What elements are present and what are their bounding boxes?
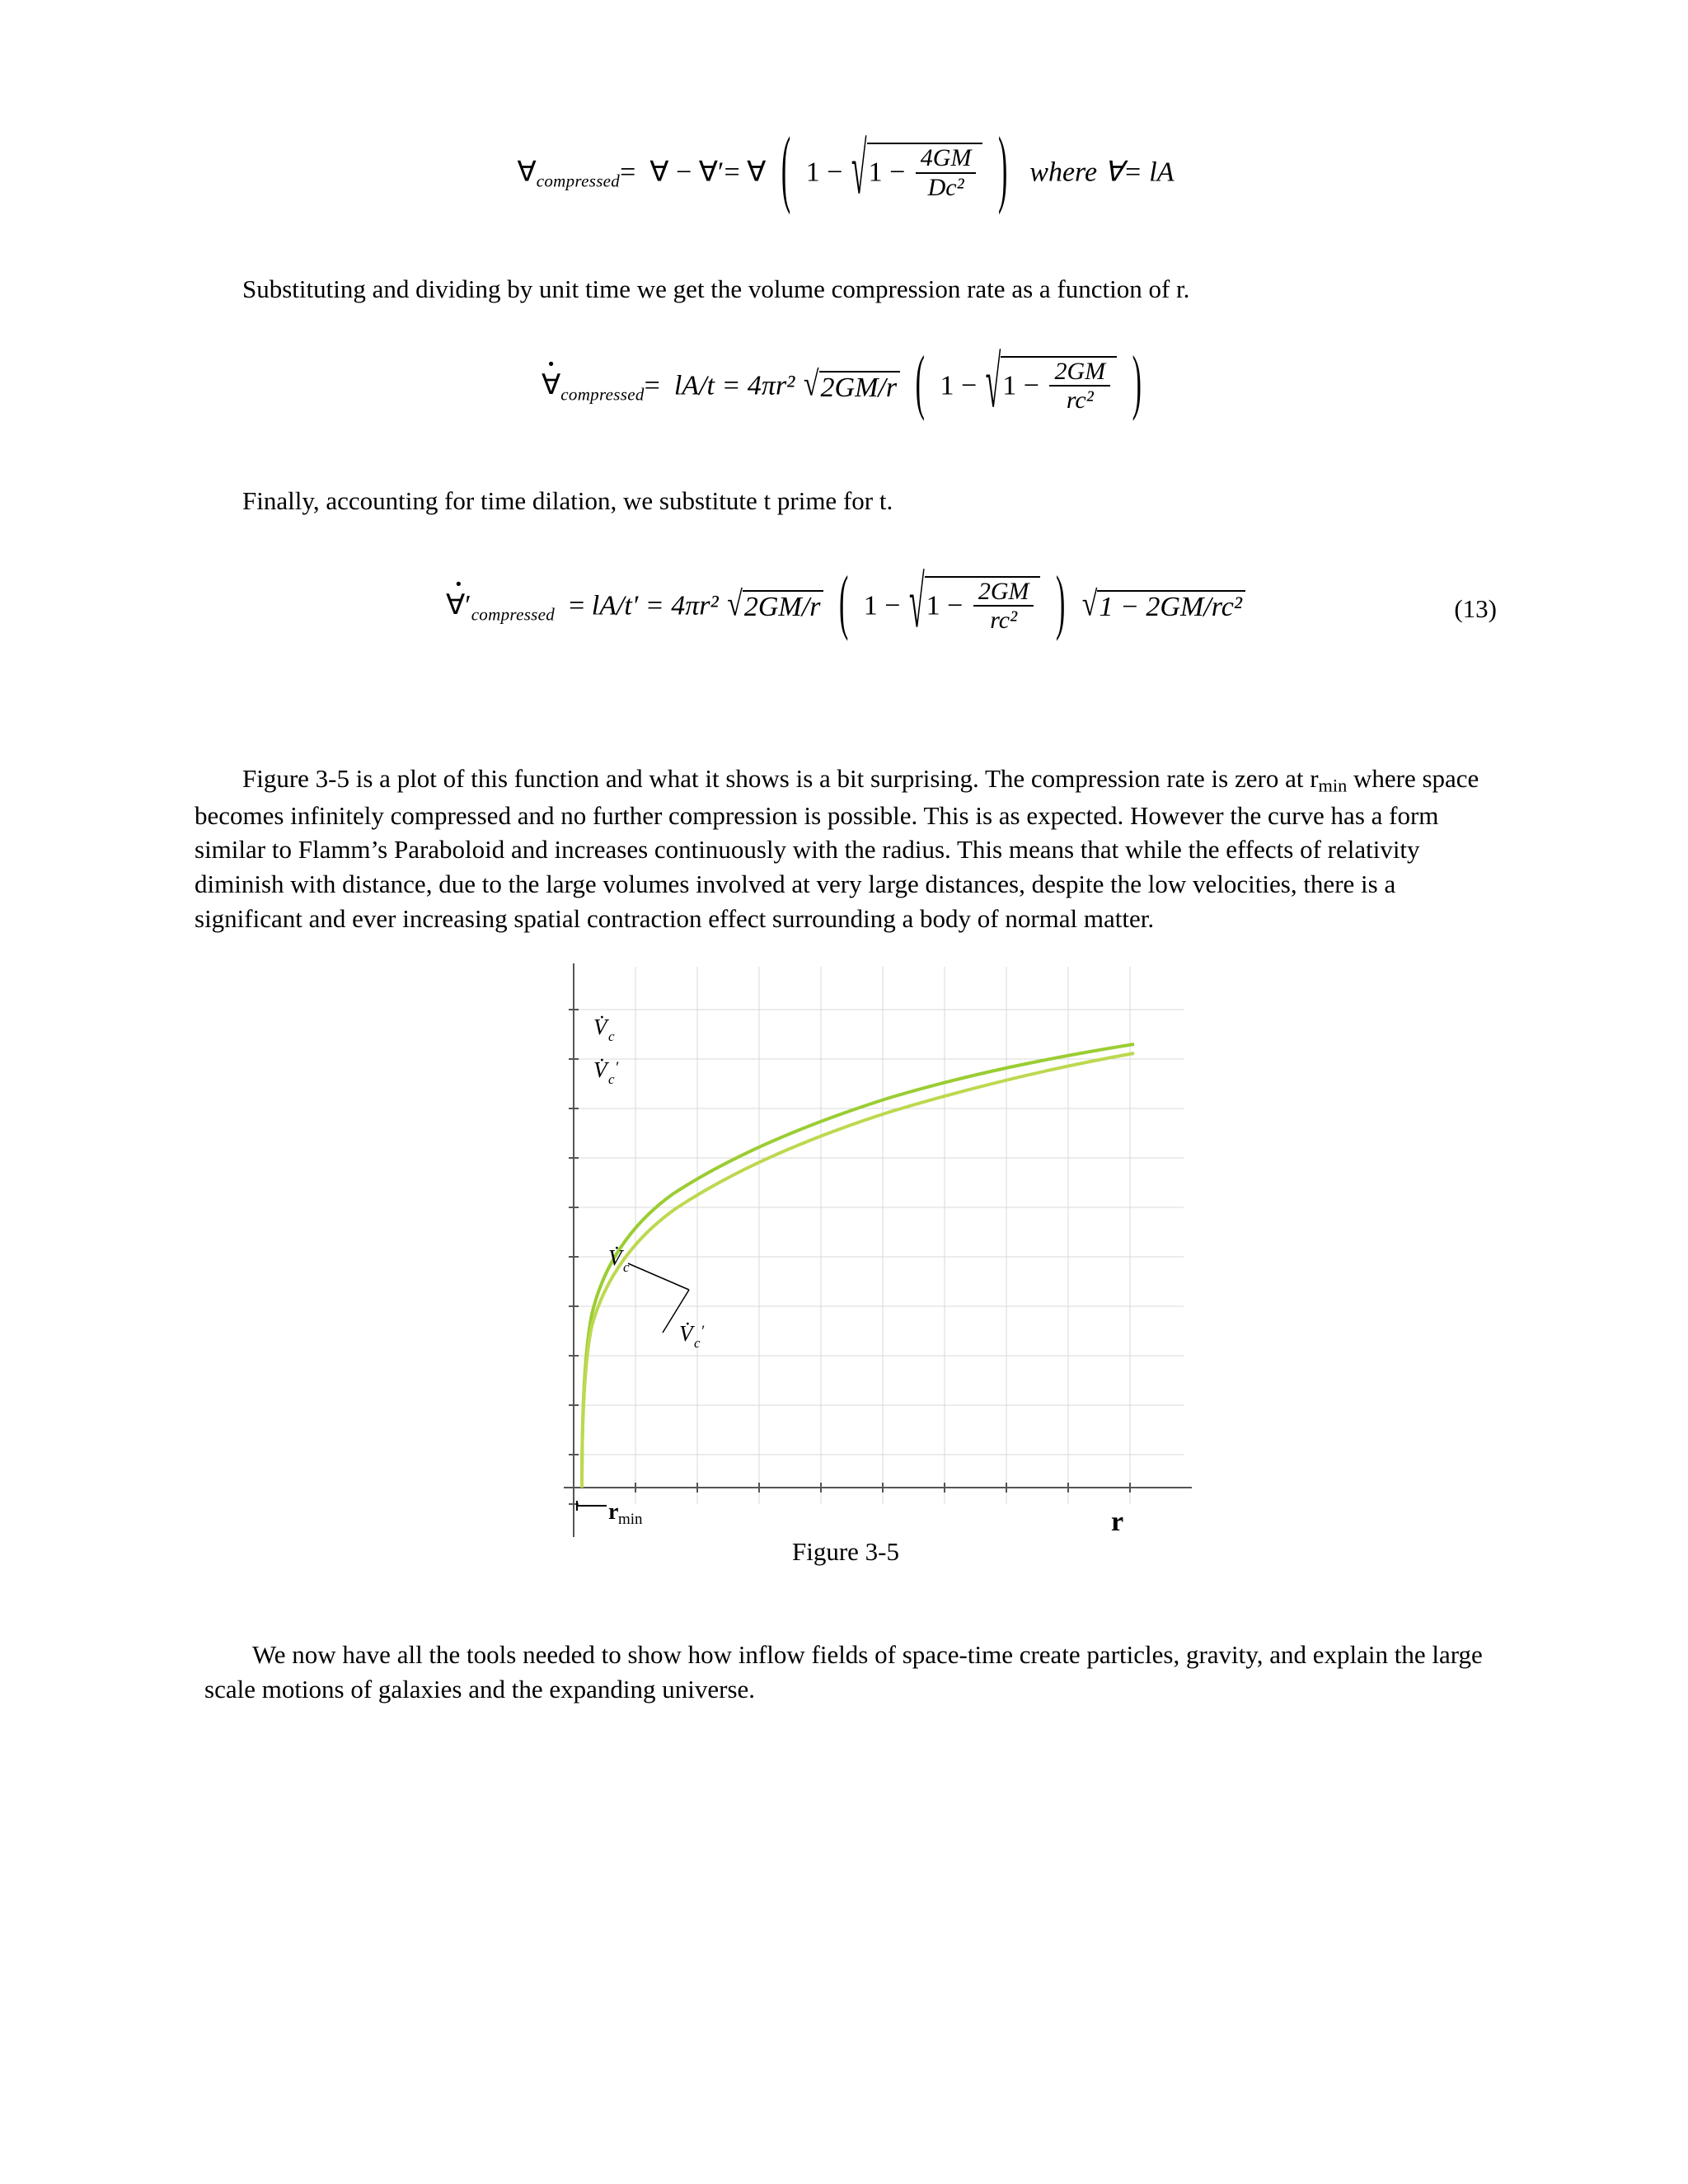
fraction-2gm-rc2: $\frac{2GM}{\text{rc²}}$	[973, 578, 1034, 635]
right-paren-icon: )	[1055, 563, 1066, 643]
equation-compression-rate-dilated	[195, 563, 1497, 644]
radical-tail: √1 − 2GM/rc²	[1081, 592, 1245, 623]
paragraph-time-dilation: Finally, accounting for time dilation, we substitute t prime for t.	[242, 486, 893, 516]
paragraph-figure-discussion: Figure 3-5 is a plot of this function and what it shows is a bit surprising. The compression rate is zero at $r_{min}$ where space becomes infinitely compressed and no further compression is possible. This is as expected. However the curve has a form similar to Flamm’s Paraboloid and increases continuously with the radius. This means that while the effects of relativity diminish with distance, due to the large volumes involved at very large distances, despite the low velocities, there is a significant and ever increasing spatial contraction effect surrounding a body of normal matter.	[195, 763, 1479, 933]
x-axis-label: r	[1111, 1507, 1124, 1538]
equation-volume-compressed	[195, 122, 1497, 218]
figure-3-5	[195, 960, 1497, 1586]
svg-text:c: c	[608, 1029, 615, 1045]
left-paren-icon: (	[781, 122, 791, 218]
fraction-4gm-dc2: $\frac{4GM}{\text{Dc²}}$	[916, 144, 977, 201]
annotation-vc	[608, 1245, 630, 1275]
svg-text:c: c	[694, 1335, 701, 1352]
r-min-marker	[577, 1501, 607, 1511]
equation-1-tail: where ∀= lA	[1029, 157, 1175, 188]
equation-2-rhs: lA/t = 4πr²	[673, 370, 795, 401]
equation-3-subscript: compressed	[471, 604, 556, 625]
equation-1-subscript: compressed	[536, 171, 621, 191]
left-paren-icon: (	[915, 343, 925, 424]
paragraph-1-wrap	[195, 272, 1497, 307]
paragraph-3-wrap	[195, 762, 1497, 935]
curve-vc-dot	[582, 1044, 1134, 1488]
radical-3: √1 − $\frac{2GM}{\text{rc²}}$	[907, 578, 1041, 638]
equation-2-expression: · $\forall_{compressed}= lA/t = 4\pi r^2$ √2GM/r ( 1 − √1 − $\frac{2GM}{\text{rc²}}$ )	[542, 358, 1150, 418]
paragraph-conclusion: We now have all the tools needed to show how inflow fields of space-time create particles, gravity, and explain the large scale motions of galaxies and the expanding universe.	[204, 1640, 1483, 1704]
annotation-vc-prime	[679, 1321, 705, 1351]
equation-3-expression: · $\forall'_{compressed} = lA/t' = 4\pi r^2$ √2GM/r ( 1 − √1 − $\frac{2GM}{\text{rc²}}$ ) √1 − 2GM/rc²	[446, 578, 1245, 638]
svg-text:c: c	[623, 1259, 630, 1276]
chart-compression-rate	[557, 960, 1200, 1537]
x-axis-label-group	[608, 1499, 1123, 1537]
svg-text:V̇: V̇	[608, 1245, 622, 1271]
left-paren-icon: (	[838, 563, 849, 643]
equation-compression-rate	[195, 343, 1497, 424]
r-min-label: r	[608, 1499, 619, 1526]
figure-caption: Figure 3-5	[791, 1537, 899, 1567]
equation-3-rhs: lA/t′ = 4πr²	[591, 590, 719, 621]
radical-2gm-over-r: √2GM/r	[725, 592, 823, 623]
radical-2gm-over-r: √2GM/r	[802, 372, 900, 403]
paragraph-4-wrap	[195, 1638, 1497, 1706]
fraction-2gm-rc2: $\frac{2GM}{\text{rc²}}$	[1049, 358, 1110, 415]
grid-lines	[574, 967, 1184, 1504]
svg-text:V̇: V̇	[679, 1321, 693, 1347]
paragraph-2-wrap	[195, 484, 1497, 518]
r-min-sub: min	[618, 1511, 643, 1529]
chart-svg	[557, 960, 1200, 1537]
right-paren-icon: )	[997, 122, 1008, 218]
radical-1: √1 − $\frac{4GM}{\text{Dc²}}$	[850, 144, 983, 204]
page-content	[195, 0, 1497, 1707]
svg-text:c: c	[608, 1071, 615, 1088]
right-paren-icon: )	[1132, 343, 1142, 424]
svg-text:′: ′	[615, 1059, 619, 1077]
r-min-subscript: min	[1318, 775, 1348, 796]
radical-2: √1 − $\frac{2GM}{\text{rc²}}$	[984, 358, 1118, 418]
svg-text:V̇: V̇	[593, 1057, 607, 1083]
equation-2-subscript: compressed	[560, 384, 645, 405]
equation-1-expression: $\forall_{compressed}=$ ∀ − ∀′= ∀ ( 1 − √1 − $\frac{4GM}{\text{Dc²}}$ ) where ∀= lA	[517, 122, 1175, 218]
svg-text:V̇: V̇	[593, 1015, 607, 1040]
paragraph-substituting: Substituting and dividing by unit time we get the volume compression rate as a function of r.	[242, 274, 1190, 304]
svg-text:′: ′	[701, 1323, 705, 1341]
legend-top	[593, 1015, 619, 1087]
curve-vc-dot-prime	[582, 1053, 1134, 1488]
equation-number: (13)	[1454, 593, 1497, 623]
